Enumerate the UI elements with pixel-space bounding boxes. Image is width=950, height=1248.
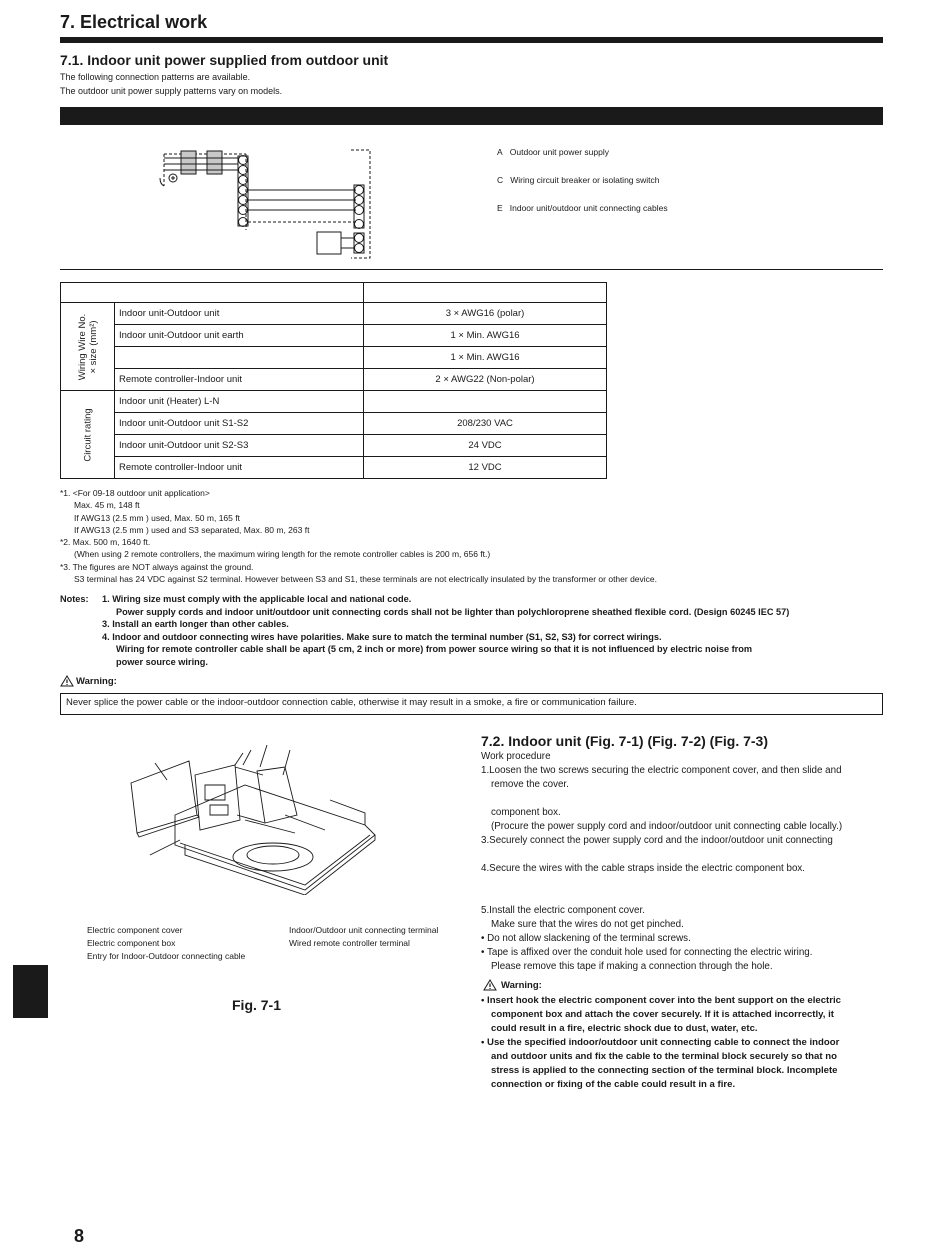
figure-caption: Fig. 7-1: [232, 997, 282, 1013]
table-row: [61, 391, 607, 413]
table-header-row: [61, 283, 607, 303]
row-label: [115, 347, 364, 369]
warning-label: Warning:: [501, 979, 542, 991]
footnote-line: Max. 45 m, 148 ft: [74, 500, 140, 511]
work-procedure: [481, 750, 883, 974]
group-circuit-rating: [61, 391, 115, 479]
footnote-line: *2. Max. 500 m, 1640 ft.: [60, 537, 151, 548]
footnotes: [60, 487, 657, 585]
procedure-line: 3.Securely connect the power supply cord and the indoor/outdoor unit connecting: [481, 835, 833, 846]
footnote-line: (When using 2 remote controllers, the maximum wiring length for the remote controller cables is 200 m, 656 ft.): [74, 549, 491, 560]
footnote-line: If AWG13 (2.5 mm ) used, Max. 50 m, 165 ft: [74, 512, 240, 523]
group-label-line: × size (mm²): [87, 319, 99, 374]
row-value: [364, 391, 607, 413]
row-label: Indoor unit-Outdoor unit S1-S2: [115, 413, 364, 435]
warning2-list: [481, 994, 883, 1092]
note-line: power source wiring.: [116, 656, 208, 667]
note-line: 1. Wiring size must comply with the applicable local and national code.: [102, 594, 412, 604]
warning-triangle-icon: [483, 979, 497, 991]
figure-labels-right: [289, 924, 438, 950]
figure-label: Entry for Indoor-Outdoor connecting cable: [87, 951, 246, 961]
section-divider: [60, 269, 883, 270]
procedure-line: Make sure that the wires do not get pinched.: [491, 919, 684, 930]
table-row: [61, 457, 607, 479]
intro-text: [60, 70, 282, 98]
table-row: [61, 347, 607, 369]
warning-heading: [60, 675, 117, 687]
footnote-line: S3 terminal has 24 VDC against S2 terminal. However between S3 and S1, these terminals are not electrically insulated by the transformer or other device.: [74, 574, 658, 585]
side-tab-marker: [13, 965, 48, 1018]
row-label: Indoor unit-Outdoor unit S2-S3: [115, 435, 364, 457]
procedure-spacer: [481, 848, 883, 862]
pattern-header-bar: [60, 107, 883, 125]
row-label: Remote controller-Indoor unit: [115, 457, 364, 479]
legend-key: E: [497, 203, 503, 213]
note-line: 4. Indoor and outdoor connecting wires have polarities. Make sure to match the terminal number (S1, S2, S3) for correct wirings.: [102, 631, 662, 642]
warning-triangle-icon: [60, 675, 74, 687]
legend-text: Outdoor unit power supply: [509, 147, 609, 157]
subsection-title-7-2: 7.2. Indoor unit (Fig. 7-1) (Fig. 7-2) (Fig. 7-3): [481, 733, 768, 749]
table-row: [61, 413, 607, 435]
footnote-line: *1. <For 09-18 outdoor unit application>: [60, 488, 210, 498]
section-title: 7. Electrical work: [60, 12, 208, 32]
row-value: 3 × AWG16 (polar): [364, 303, 607, 325]
procedure-title: Work procedure: [481, 751, 551, 762]
warning2-heading: [483, 979, 542, 991]
note-line: Power supply cords and indoor unit/outdoor unit connecting cords shall not be lighter than polychloroprene sheathed flexible cord. (Design 60245 IEC 57): [116, 606, 790, 617]
row-label: Indoor unit (Heater) L-N: [115, 391, 364, 413]
warning-line: and outdoor units and fix the cable to the terminal block securely so that no: [491, 1051, 837, 1062]
row-value: 12 VDC: [364, 457, 607, 479]
row-value: 208/230 VAC: [364, 413, 607, 435]
footnote-line: *3. The figures are NOT always against the ground.: [60, 561, 254, 572]
warning-line: • Use the specified indoor/outdoor unit connecting cable to connect the indoor: [481, 1037, 840, 1048]
procedure-line: Please remove this tape if making a connection through the hole.: [491, 961, 773, 972]
procedure-spacer: [481, 876, 883, 904]
procedure-line: 1.Loosen the two screws securing the electric component cover, and then slide and: [481, 765, 842, 776]
wiring-diagram: [150, 140, 390, 265]
legend-text: Indoor unit/outdoor unit connecting cables: [509, 203, 668, 213]
section-title-rule: [60, 37, 883, 43]
row-label: Indoor unit-Outdoor unit earth: [115, 325, 364, 347]
page-number: 8: [74, 1226, 85, 1246]
table-row: [61, 369, 607, 391]
group-label-circuit: Circuit rating: [82, 407, 93, 462]
row-value: 1 × Min. AWG16: [364, 325, 607, 347]
note-line: 3. Install an earth longer than other cables.: [102, 619, 289, 630]
procedure-line: component box.: [491, 807, 561, 818]
legend-item-a: [497, 147, 609, 157]
group-label-line: Wiring Wire No.: [76, 313, 88, 380]
notes-label: Notes:: [60, 594, 89, 604]
warning-label: Warning:: [76, 675, 117, 687]
figure-label: Indoor/Outdoor unit connecting terminal: [289, 925, 439, 935]
procedure-line: 4.Secure the wires with the cable straps inside the electric component box.: [481, 863, 806, 874]
table-row: [61, 303, 607, 325]
subsection-title-7-1: 7.1. Indoor unit power supplied from outdoor unit: [60, 52, 389, 68]
wiring-spec-table: [60, 282, 607, 479]
indoor-unit-illustration: [125, 745, 385, 895]
table-row: [61, 435, 607, 457]
legend-key: C: [497, 175, 504, 185]
legend-key: A: [497, 147, 503, 157]
warning-box: Never splice the power cable or the indoor-outdoor connection cable, otherwise it may result in a smoke, a fire or communication failure.: [60, 693, 883, 715]
procedure-line: • Tape is affixed over the conduit hole used for connecting the electric wiring.: [481, 947, 813, 958]
footnote-line: If AWG13 (2.5 mm ) used and S3 separated, Max. 80 m, 263 ft: [74, 524, 310, 535]
notes-list: [102, 593, 884, 669]
warning-line: stress is applied to the connecting section of the terminal block. Incomplete: [491, 1065, 838, 1076]
row-label: Indoor unit-Outdoor unit: [115, 303, 364, 325]
figure-label: Wired remote controller terminal: [289, 938, 410, 948]
row-value: 24 VDC: [364, 435, 607, 457]
procedure-line: • Do not allow slackening of the terminal screws.: [481, 933, 691, 944]
legend-item-c: [497, 175, 660, 185]
group-label-wiring: [77, 313, 99, 380]
legend-text: Wiring circuit breaker or isolating switch: [510, 175, 660, 185]
warning-line: could result in a fire, electric shock due to dust, water, etc.: [491, 1023, 758, 1034]
intro-line: The following connection patterns are available.: [60, 72, 251, 82]
row-value: 1 × Min. AWG16: [364, 347, 607, 369]
group-wiring-wire: [61, 303, 115, 391]
warning-line: component box and attach the cover securely. If it is attached incorrectly, it: [491, 1009, 834, 1020]
procedure-line: remove the cover.: [491, 779, 569, 790]
warning-line: • Insert hook the electric component cover into the bent support on the electric: [481, 995, 841, 1006]
legend-item-e: [497, 203, 668, 213]
procedure-line: (Procure the power supply cord and indoor/outdoor unit connecting cable locally.): [491, 821, 843, 832]
intro-line: The outdoor unit power supply patterns vary on models.: [60, 86, 283, 96]
table-row: [61, 325, 607, 347]
warning-line: connection or fixing of the cable could result in a fire.: [491, 1079, 736, 1090]
procedure-line: 5.Install the electric component cover.: [481, 905, 645, 916]
note-line: Wiring for remote controller cable shall be apart (5 cm, 2 inch or more) from power source wiring so that it is not influenced by electric noise from: [116, 644, 753, 655]
row-value: 2 × AWG22 (Non-polar): [364, 369, 607, 391]
row-label: Remote controller-Indoor unit: [115, 369, 364, 391]
figure-label: Electric component cover: [87, 925, 183, 935]
figure-label: Electric component box: [87, 938, 176, 948]
procedure-spacer: [481, 792, 883, 806]
figure-labels-left: [87, 924, 245, 963]
